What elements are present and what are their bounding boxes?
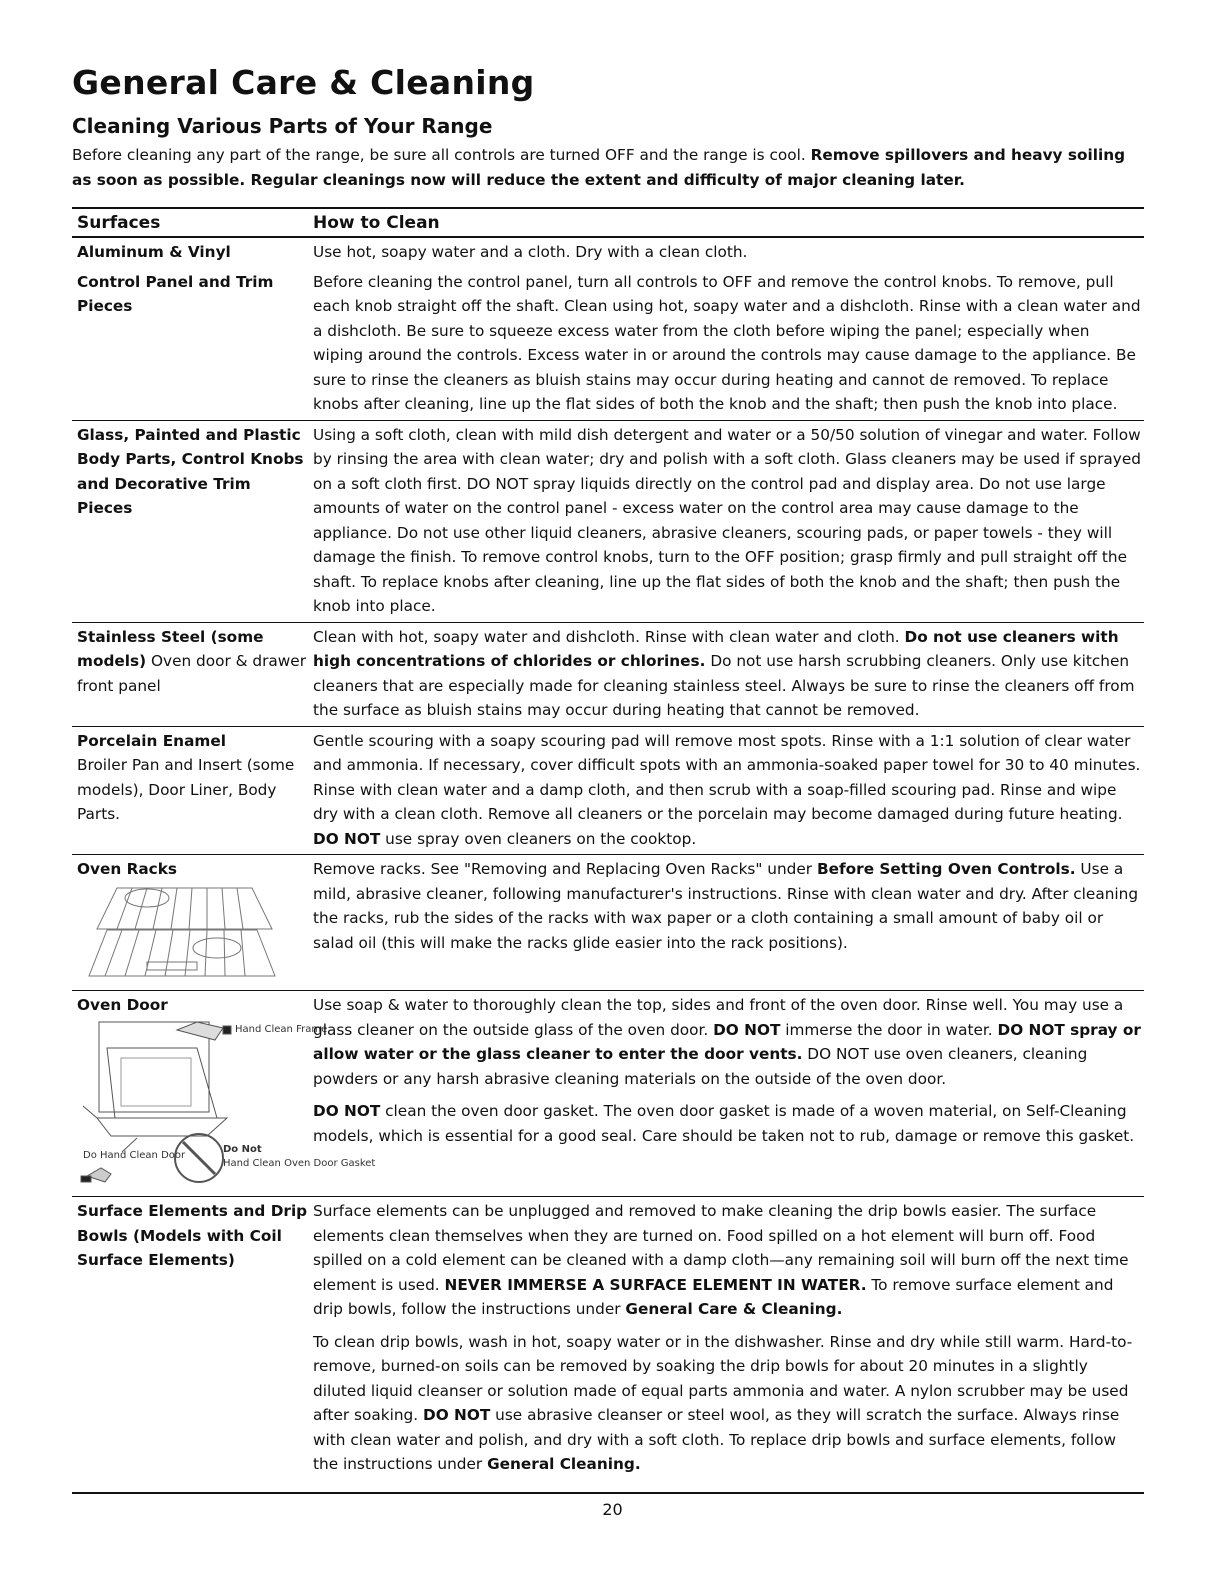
table-row — [72, 726, 1144, 855]
surface-cell — [72, 237, 308, 268]
instructions-text: To clean drip bowls, wash in hot, soapy water or in the dishwasher. Rinse and dry while still warm. Hard-to-remove, burned-on soils can be removed by soaking the drip bowls for about 20 minutes in a slightly diluted liquid cleanser or solution made of equal parts ammonia and water. A nylon scrubber may be used after soaking. — [313, 1332, 1133, 1424]
instructions-text: clean the oven door gasket. The oven door gasket is made of a woven material, on Self-Cleaning models, which is essential for a good seal. Care should be taken not to rub, damage or remove this gasket. — [313, 1102, 1135, 1145]
hand-clean-frame-label: Hand Clean Frame — [235, 1023, 328, 1035]
surface-detail: Oven door & drawer front panel — [77, 652, 307, 695]
instructions-text: Use a mild, abrasive cleaner, following manufacturer's instructions. Rinse with clean water and dry. After cleaning the racks, rub the sides of the racks with wax paper or a cloth containing a small amount of baby oil or salad oil (this will make the racks glide easier into the rack positions). — [313, 860, 1139, 952]
instructions-cell: Use hot, soapy water and a cloth. Dry with a clean cloth. — [313, 243, 748, 261]
instructions-cell: Before cleaning the control panel, turn all controls to OFF and remove the control knobs. To remove, pull each knob straight off the shaft. Clean using hot, soapy water and a dishcloth. Rinse with a clean water and a dishcloth. Be sure to squeeze excess water from the cloth before wiping the panel; especially when wiping around the controls. Excess water in or around the controls may cause damage to the appliance. Be sure to rinse the cleaners as bluish stains may occur during heating and cannot de removed. To replace knobs after cleaning, line up the flat sides of both the knob and the shaft; then push the knob into place. — [308, 268, 1144, 421]
surface-cell — [72, 420, 308, 622]
surface-name: Oven Racks — [77, 860, 178, 878]
intro-text: Before cleaning any part of the range, be sure all controls are turned OFF and the range is cool. — [72, 146, 811, 164]
instructions-warning: DO NOT — [313, 829, 381, 848]
table-row — [72, 991, 1144, 1197]
surface-cell — [72, 622, 308, 726]
intro-paragraph — [72, 143, 1144, 193]
surface-cell — [72, 855, 308, 991]
instructions-warning: Do not use cleaners with high concentrations of chlorides or chlorines. — [313, 627, 1119, 670]
do-hand-clean-door-label: Do Hand Clean Door — [83, 1149, 186, 1161]
table-row — [72, 1197, 1144, 1480]
instructions-reference: General Cleaning. — [487, 1455, 641, 1473]
instructions-warning: DO NOT — [713, 1020, 781, 1039]
surface-cell — [72, 726, 308, 855]
table-row — [72, 420, 1144, 622]
surface-name: Oven Door — [77, 996, 168, 1014]
table-row — [72, 237, 1144, 268]
instructions-cell: Using a soft cloth, clean with mild dish detergent and water or a 50/50 solution of vinegar and water. Follow by rinsing the area with clean water; dry and polish with a soft cloth. Glass cleaners may be used if sprayed on a soft cloth first. DO NOT spray liquids directly on the control pad and display area. Do not use large amounts of water on the control panel - excess water on the control area may cause damage to the appliance. Do not use other liquid cleaners, abrasive cleaners, scouring pads, or paper towels - they will damage the finish. To remove control knobs, turn to the OFF position; grasp firmly and pull straight off the shaft. To replace knobs after cleaning, line up the flat sides of both the knob and the shaft; then push the knob into place. — [308, 420, 1144, 622]
surface-cell — [72, 268, 308, 421]
surface-name: Glass, Painted and Plastic Body Parts, Control Knobs and Decorative Trim Pieces — [77, 425, 304, 517]
oven-racks-illustration — [77, 884, 277, 980]
instructions-text: Gentle scouring with a soapy scouring pad will remove most spots. Rinse with a 1:1 solution of clear water and ammonia. If necessary, cover difficult spots with an ammonia-soaked paper towel for 30 to 40 minutes. Rinse with clean water and a damp cloth, and then scrub with a soap-filled scouring pad. Rinse and wipe dry with a clean cloth. Remove all cleaners or the porcelain may become damaged during future heating. — [313, 731, 1141, 823]
instructions-text: To remove surface element and drip bowls, follow the instructions under — [313, 1275, 1114, 1318]
table-row — [72, 622, 1144, 726]
instructions-warning: NEVER IMMERSE A SURFACE ELEMENT IN WATER. — [444, 1275, 867, 1294]
page-content — [72, 60, 1144, 1480]
table-header-row — [72, 208, 1144, 237]
instructions-cell — [308, 726, 1144, 855]
instructions-text: Surface elements can be unplugged and removed to make cleaning the drip bowls easier. The surface elements clean themselves when they are turned on. Food spilled on a hot element will burn off. Food spilled on a cold element can be cleaned with a damp cloth—any remaining soil will burn off the next time element is used. — [313, 1202, 1129, 1294]
page-title: General Care & Cleaning — [72, 63, 535, 102]
surface-name: Stainless Steel (some models) — [77, 627, 264, 670]
surface-name: Control Panel and Trim Pieces — [77, 272, 274, 315]
surface-cell — [72, 1197, 308, 1480]
instructions-cell — [308, 991, 1144, 1197]
surface-name: Aluminum & Vinyl — [77, 243, 231, 261]
surface-elements-paragraph-1 — [313, 1199, 1144, 1322]
oven-door-paragraph-1 — [313, 993, 1144, 1091]
do-not-label: Do Not — [223, 1143, 262, 1155]
hand-clean-gasket-label: Hand Clean Oven Door Gasket — [223, 1157, 376, 1169]
surface-name: Surface Elements and Drip Bowls (Models with Coil Surface Elements) — [77, 1202, 308, 1269]
table-row — [72, 268, 1144, 421]
bottom-rule — [72, 1492, 1144, 1494]
page-number: 20 — [602, 1500, 623, 1519]
surface-name: Porcelain Enamel — [77, 731, 226, 750]
instructions-reference: Before Setting Oven Controls. — [816, 860, 1076, 878]
instructions-text: immerse the door in water. — [780, 1020, 998, 1039]
instructions-text: Do not use harsh scrubbing cleaners. Only use kitchen cleaners that are especially made for cleaning stainless steel. Always be sure to rinse the cleaners off from the surface as bluish stains may occur during heating that cannot be removed. — [313, 652, 1135, 719]
instructions-text: Remove racks. See "Removing and Replacing Oven Racks" under — [313, 860, 817, 878]
cleaning-table — [72, 207, 1144, 1480]
instructions-warning: DO NOT — [423, 1406, 491, 1424]
instructions-text: DO NOT use oven cleaners, cleaning powders or any harsh abrasive cleaning materials on the outside of the oven door. — [313, 1045, 1088, 1088]
instructions-cell — [308, 622, 1144, 726]
instructions-cell — [308, 855, 1144, 991]
instructions-reference: General Care & Cleaning. — [625, 1300, 843, 1318]
header-surfaces: Surfaces — [72, 208, 308, 237]
surface-detail: Broiler Pan and Insert (some models), Door Liner, Body Parts. — [77, 756, 295, 823]
instructions-warning: DO NOT spray or allow water or the glass cleaner to enter the door vents. — [313, 1020, 1141, 1063]
instructions-text: Clean with hot, soapy water and dishcloth. Rinse with clean water and cloth. — [313, 627, 905, 646]
intro-bold-text: Remove spillovers and heavy soiling as soon as possible. Regular cleanings now will reduce the extent and difficulty of major cleaning later. — [72, 146, 1126, 189]
instructions-text: Use soap & water to thoroughly clean the top, sides and front of the oven door. Rinse well. You may use a glass cleaner on the outside glass of the oven door. — [313, 996, 1124, 1039]
instructions-text: use spray oven cleaners on the cooktop. — [380, 829, 697, 848]
instructions-warning: DO NOT — [313, 1102, 381, 1120]
surface-elements-paragraph-2 — [313, 1330, 1144, 1477]
header-how-to-clean: How to Clean — [308, 208, 1144, 237]
surface-cell — [72, 991, 376, 1197]
instructions-cell — [308, 1197, 1144, 1480]
section-subtitle: Cleaning Various Parts of Your Range — [72, 114, 493, 138]
instructions-text: use abrasive cleanser or steel wool, as they will scratch the surface. Always rinse with clean water and polish, and dry with a soft cloth. To replace drip bowls and surface elements, follow the instructions under — [313, 1406, 1120, 1473]
oven-door-illustration — [77, 1018, 376, 1186]
oven-door-paragraph-2 — [313, 1099, 1144, 1148]
table-row — [72, 855, 1144, 991]
